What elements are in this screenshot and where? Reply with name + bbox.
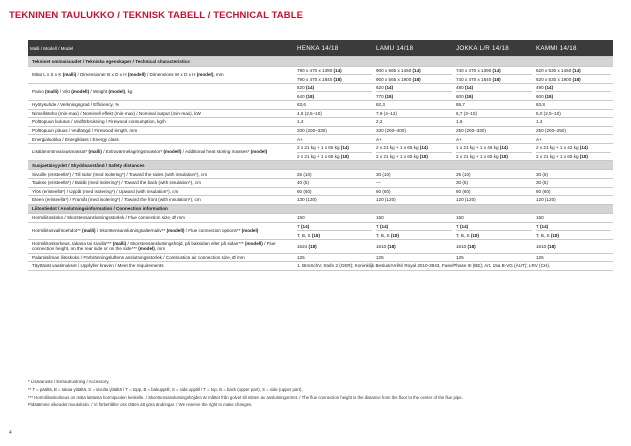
- cell-line: T (14): [456, 223, 469, 229]
- row-label: Täyttävät vaatimukset / Uppfyller kraven / Meet the requirements: [28, 262, 295, 271]
- table-row: [28, 143, 613, 160]
- row-label: Nimellisteho (min-max) / Nominell effekt (min-max) / Nominal output (min-max), kW: [28, 109, 295, 118]
- table-row: [28, 66, 613, 83]
- cell-value: 1,4: [295, 118, 374, 127]
- cell-line: 600 (18): [536, 91, 611, 98]
- cell-value: 1,4: [534, 118, 613, 127]
- cell-value: 83,8: [534, 101, 613, 110]
- cell-value: [534, 66, 613, 83]
- cell-line: 490 (14): [536, 85, 554, 91]
- cell-value: 4,6 (2,5–10): [295, 109, 374, 118]
- cell-line: 2 x 21 kg + 1 x 65 kg (18): [297, 152, 372, 159]
- cell-value: 30 (5): [534, 170, 613, 179]
- row-label: Hormiliitoskorkeus, takana tai sivulla*** (malli) / Skorstensanslutningshöjd, på baksidan eller på sidan*** (modell) / Flue connection height, on the rear side or on the side*** (model), mm: [28, 239, 295, 253]
- model-kammi: KAMMI 14/18: [534, 40, 613, 57]
- cell-value: [295, 83, 374, 100]
- cell-value: 30 (10): [374, 170, 454, 179]
- table-row: [28, 83, 613, 100]
- cell-value: [374, 83, 454, 100]
- cell-value: [295, 143, 374, 160]
- header-label: Malli / Modell / Model: [28, 40, 295, 57]
- cell-value: 150: [374, 214, 454, 223]
- cell-line: T, B, S (18): [536, 230, 611, 237]
- cell-value: 60 (60): [534, 187, 613, 196]
- cell-value: [534, 222, 613, 239]
- table-row: [28, 170, 613, 179]
- cell-line: 640 (18): [297, 91, 372, 98]
- cell-value: 125: [295, 253, 374, 262]
- cell-value: [374, 66, 454, 83]
- cell-value: 150: [295, 214, 374, 223]
- cell-value: 85,7: [454, 101, 534, 110]
- cell-value: 30 (5): [534, 179, 613, 188]
- footnote: Pidätämme oikeudet muutoksiin. / Vi förbehåller oss rätten att göra ändringar. / We reserve the right to make changes.: [28, 402, 253, 408]
- cell-line: 740 x 470 x 1390 (14): [456, 67, 501, 73]
- cell-line: T, B, S (18): [376, 230, 452, 237]
- cell-value: 60 (60): [374, 187, 454, 196]
- cell-line: 620 x 530 x 1900 (18): [536, 74, 611, 81]
- cell-value: 130 (130): [295, 196, 374, 205]
- cell-value: 330 (200–400): [374, 126, 454, 135]
- cell-value: 150: [454, 214, 534, 223]
- cell-value: 1624 (18): [295, 239, 374, 253]
- page-title: TEKNINEN TAULUKKO / TEKNISK TABELL / TECHNICAL TABLE: [9, 10, 304, 21]
- cell-value: 250 (200–330): [454, 126, 534, 135]
- table-row: [28, 239, 613, 253]
- cell-value: [374, 143, 454, 160]
- row-label: Hormiliitoskoko / Skorstensanslutningsstorlek / Flue connection size, Ø mm: [28, 214, 295, 223]
- footnotes: [28, 378, 613, 409]
- cell-line: 2 x 21 kg + 1 x 65 kg (18): [536, 152, 611, 159]
- footnote: * Lisävaruste / Extrautrustning / Accessory.: [28, 379, 110, 384]
- cell-line: T (14): [297, 223, 310, 229]
- cell-value: 1610 (18): [534, 239, 613, 253]
- cell-value: 7,9 (4–12): [374, 109, 454, 118]
- footnote: ** T = päältä, B = takaa yläältä, S = sivulta yläältä / T = topp, B = bakupptill, S = sida upptill / T = top, B = back (upper part), S = side (upper part).: [28, 386, 303, 392]
- cell-value: [454, 143, 534, 160]
- cell-line: 770 (18): [376, 91, 452, 98]
- cell-value: 125: [374, 253, 454, 262]
- cell-value: —: [374, 179, 454, 188]
- table-row: [28, 126, 613, 135]
- cell-value: 120 (120): [454, 196, 534, 205]
- cell-value: A+: [295, 135, 374, 144]
- cell-line: 2 x 21 kg + 1 x 65 kg (18): [456, 152, 532, 159]
- cell-line: 620 x 530 x 1450 (14): [536, 67, 581, 73]
- cell-value: 2,2: [374, 118, 454, 127]
- cell-value: [454, 222, 534, 239]
- technical-table: [28, 40, 613, 271]
- table-row: [28, 101, 613, 110]
- cell-value: 82,3: [374, 101, 454, 110]
- section-safety: Suojaetäisyydet / Skyddsavstånd / Safety distances: [28, 161, 613, 170]
- requirements-value: 1. BImSchV, Stufe 2 (GER); Koninklijk Besluit/Arrêté Royal 2010-3943, Fase/Phase III (BE); Art. 15a B-VG (AUT); LRV (CH).: [295, 262, 613, 271]
- cell-line: 790 x 470 x 1840 (18): [297, 74, 372, 81]
- cell-line: 520 (14): [297, 85, 315, 91]
- cell-value: 5,7 (3–10): [454, 109, 534, 118]
- table-row: [28, 118, 613, 127]
- table-row: [28, 187, 613, 196]
- cell-value: 25 (10): [454, 170, 534, 179]
- model-henka: HENKA 14/18: [295, 40, 374, 57]
- cell-value: 5,0 (2,5–10): [534, 109, 613, 118]
- cell-value: 125: [534, 253, 613, 262]
- cell-line: 1 x 21 kg + 1 x 46 kg (14): [456, 145, 508, 151]
- cell-line: 2 x 21 kg + 1 x 42 kg (14): [536, 145, 588, 151]
- cell-line: 900 x 565 x 1900 (18): [376, 74, 452, 81]
- table-row: [28, 196, 613, 205]
- cell-line: 620 (14): [376, 85, 394, 91]
- table-row: [28, 214, 613, 223]
- row-label: Energialuokka / Energiklass / Energy class: [28, 135, 295, 144]
- cell-value: 40 (5): [295, 179, 374, 188]
- cell-value: [295, 222, 374, 239]
- cell-value: 125: [454, 253, 534, 262]
- table-row: [28, 222, 613, 239]
- cell-value: 120 (120): [534, 196, 613, 205]
- cell-line: 790 x 470 x 1390 (14): [297, 67, 342, 73]
- table-row: [28, 135, 613, 144]
- row-label: Lisälämmönvarausmassat* (malli) / Extravärmelagringsmassor* (modell) / Additional heat storing masses* (model): [28, 143, 295, 160]
- table-row: [28, 109, 613, 118]
- cell-value: 150: [534, 214, 613, 223]
- section-technical: Tekniset ominaisuudet / Tekniska egenskaper / Technical characteristics: [28, 57, 613, 66]
- cell-value: 1610 (18): [374, 239, 454, 253]
- cell-value: [454, 83, 534, 100]
- cell-value: 25 (10): [295, 170, 374, 179]
- table-row: [28, 253, 613, 262]
- cell-value: A+: [454, 135, 534, 144]
- row-label: Taakse (eristeellä*) / Bakåt (med isolering*) / Toward the back (with insulation*), cm: [28, 179, 295, 188]
- cell-value: A+: [534, 135, 613, 144]
- cell-value: 250 (200–250): [534, 126, 613, 135]
- cell-line: 480 (14): [456, 85, 474, 91]
- row-label: Hormiliitosvaihtoehdot** (malli) / Skorstensanslutningsalternativ** (modell) / Flue connection options** (model): [28, 222, 295, 239]
- section-connection: Liitostiedot / Anslutningsinformation / Connection information: [28, 204, 613, 213]
- cell-value: 83,6: [295, 101, 374, 110]
- row-label: Palamisilman liitoskoko / Förbränningsluftens anslutningsstorlek / Combustion air connection size, Ø mm: [28, 253, 295, 262]
- footnote: *** Hormiliitoskorkeus on mitta lattiasta hormipuolen keskelle. / Skorstensanslutningshöjden är måttet från golvet till mitten av anslutningsröret. / The flue connection height is the distance from the floor to the center of the flue pipe.: [28, 394, 463, 400]
- cell-line: 740 x 470 x 1840 (18): [456, 74, 532, 81]
- row-label: Hyötysuhde / Verkningsgrad / Efficiency, %: [28, 101, 295, 110]
- row-label: Mitat L x S x K (malli) / Dimensioner B x D x H (modell) / Dimensions W x D x H (model), mm: [28, 66, 295, 83]
- cell-line: T (14): [536, 223, 549, 229]
- cell-value: 60 (60): [454, 187, 534, 196]
- cell-line: T, B, S (18): [456, 230, 532, 237]
- row-label: Polttopuun kulutus / Vedförbrukning / Firewood consumption, kg/h: [28, 118, 295, 127]
- table-header: [28, 40, 613, 57]
- cell-value: 330 (200–330): [295, 126, 374, 135]
- cell-line: 2 x 21 kg + 1 x 65 kg (14): [297, 145, 349, 151]
- model-jokka: JOKKA L/R 14/18: [454, 40, 534, 57]
- cell-value: 60 (60): [295, 187, 374, 196]
- model-lamu: LAMU 14/18: [374, 40, 454, 57]
- row-label: Polttopuun pituus / Vedlängd / Firewood length, mm: [28, 126, 295, 135]
- table-row: [28, 179, 613, 188]
- cell-line: 900 x 565 x 1450 (14): [376, 67, 421, 73]
- cell-value: 30 (5): [454, 179, 534, 188]
- cell-value: [295, 66, 374, 83]
- cell-value: 1,6: [454, 118, 534, 127]
- row-label: Sivuille (eristeellä*) / Till sidor (med isolering*) / Toward the sides (with insulation*), cm: [28, 170, 295, 179]
- cell-value: [454, 66, 534, 83]
- cell-line: T, B, S (18): [297, 230, 372, 237]
- cell-line: 2 x 21 kg + 1 x 65 kg (18): [376, 152, 452, 159]
- row-label: Eteen (eristeellä*) / Framåt (med isolering*) / Toward the front (with insulation*), cm: [28, 196, 295, 205]
- row-label: Paino (malli) / Vikt (modell) / Weight (model), kg: [28, 83, 295, 100]
- table-row: [28, 262, 613, 271]
- cell-value: 120 (120): [374, 196, 454, 205]
- cell-line: 600 (18): [456, 91, 532, 98]
- cell-value: [534, 143, 613, 160]
- row-label: Ylös (eristeellä*) / Uppåt (med isolering*) / Upward (with insulation*), cm: [28, 187, 295, 196]
- cell-line: T (14): [376, 223, 389, 229]
- cell-value: 1610 (18): [454, 239, 534, 253]
- page-number: 4: [9, 430, 12, 436]
- cell-value: A+: [374, 135, 454, 144]
- cell-value: [534, 83, 613, 100]
- cell-value: [374, 222, 454, 239]
- cell-line: 2 x 21 kg + 1 x 65 kg (14): [376, 145, 428, 151]
